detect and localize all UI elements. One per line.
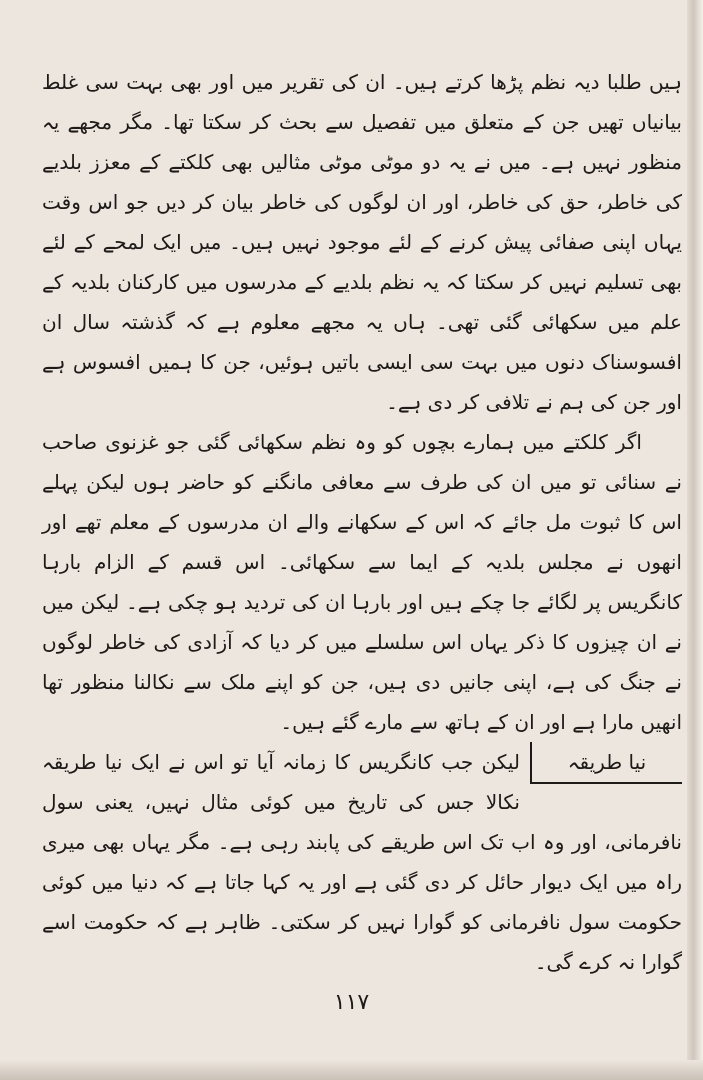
paragraph-2: اگر کلکتے میں ہمارے بچوں کو وہ نظم سکھائی گئی جو غزنوی صاحب نے سنائی تو میں ان کی طرف سے معافی مانگنے کو حاضر ہوں لیکن پہلے اس کا ثبوت مل جائے کہ اس کے سکھانے والے ان مدرسوں کے معلم تھے اور انھوں نے مجلس بلدیہ کے ایما سے سکھائی۔ اس قسم کے الزام بارہا کانگریس پر لگائے جا چکے ہیں اور بارہا ان کی تردید ہو چکی ہے۔ لیکن میں نے ان چیزوں کا ذکر یہاں اس سلسلے میں کر دیا کہ آزادی کی خاطر لوگوں نے جنگ کی ہے، اپنی جانیں دی ہیں، جن کو اپنے ملک سے نکالنا منظور تھا انھیں مارا ہے اور ان کے ہاتھ سے مارے گئے ہیں۔ bbox=[42, 430, 682, 734]
page-bottom-shadow bbox=[0, 1060, 703, 1080]
margin-heading: نیا طریقہ bbox=[530, 742, 682, 784]
body-text bbox=[42, 62, 682, 982]
page-number: ۱۱۷ bbox=[333, 990, 370, 1015]
page-edge-shadow bbox=[687, 0, 703, 1080]
paragraph-1: ہیں طلبا دیہ نظم پڑھا کرتے ہیں۔ ان کی تقریر میں اور بھی بہت سی غلط بیانیاں تھیں جن کے متعلق میں تفصیل سے بحث کر سکتا تھا۔ مگر مجھے یہ منظور نہیں ہے۔ میں نے یہ دو موٹی موٹی مثالیں بھی کلکتے کے معزز بلدیے کی خاطر، حق کی خاطر، اور ان لوگوں کی خاطر بیان کر دیں جو اس وقت یہاں اپنی صفائی پیش کرنے کے لئے موجود نہیں ہیں۔ میں ایک لمحے کے لئے بھی تسلیم نہیں کر سکتا کہ یہ نظم بلدیے کے مدرسوں میں کارکنان بلدیہ کے علم میں سکھائی گئی تھی۔ ہاں یہ مجھے معلوم ہے کہ گذشتہ سال ان افسوسناک دنوں میں بہت سی ایسی باتیں ہوئیں، جن کا ہمیں افسوس ہے اور جن کی ہم نے تلافی کر دی ہے۔ bbox=[42, 70, 682, 414]
paragraph-3: لیکن جب کانگریس کا زمانہ آیا تو اس نے ایک نیا طریقہ نکالا جس کی تاریخ میں کوئی مثال نہیں، یعنی سول نافرمانی، اور وہ اب تک اس طریقے کی پابند رہی ہے۔ مگر یہاں بھی میری راہ میں ایک دیوار حائل کر دی گئی ہے اور یہ کہا جاتا ہے کہ دنیا میں کوئی حکومت سول نافرمانی کو گوارا نہیں کر سکتی۔ ظاہر ہے کہ حکومت اسے گوارا نہ کرے گی۔ bbox=[42, 750, 682, 974]
paragraph-3-block bbox=[42, 742, 682, 982]
